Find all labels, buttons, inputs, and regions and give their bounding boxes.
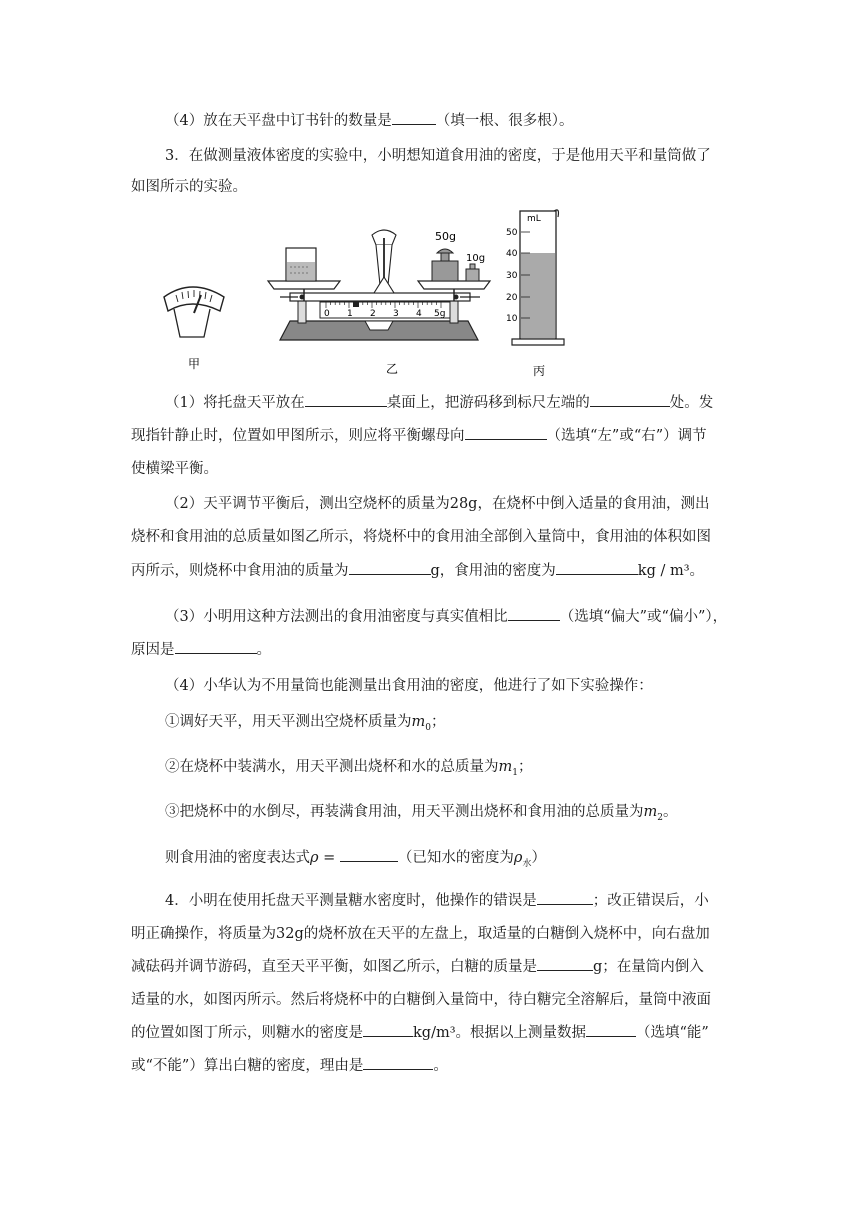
weight-10g-label: 10g <box>466 253 486 264</box>
answer-blank[interactable] <box>537 956 593 971</box>
answer-blank[interactable] <box>305 392 387 407</box>
balance-yi <box>268 230 490 340</box>
q4: 4．小明在使用托盘天平测量糖水密度时，他操作的错误是 ；改正错误后，小 <box>131 886 731 916</box>
cyl-tick-40: 40 <box>506 249 518 259</box>
caption-bing: 丙 <box>533 364 546 378</box>
q3-step3: ③把烧杯中的水倒尽，再装满食用油，用天平测出烧杯和食用油的总质量为$m_2$。 <box>165 804 678 823</box>
caption-jia: 甲 <box>188 357 201 371</box>
answer-blank[interactable] <box>363 1022 413 1037</box>
ruler-tick-3: 3 <box>393 309 399 319</box>
q3-part2-l3: 丙所示，则烧杯中食用油的质量为 g，食用油的密度为 kg / m³。 <box>131 556 731 586</box>
q3-density-expression: 则食用油的密度表达式ρ = （已知水的密度为$\rho_水$） <box>131 843 731 879</box>
weight-50g-label: 50g <box>435 230 456 243</box>
answer-blank[interactable] <box>590 392 670 407</box>
q4-l2: 明正确操作，将质量为32g的烧杯放在天平的左盘上，取适量的白糖倒入烧杯中，向右盘加 <box>131 926 710 942</box>
q4-l5: 的位置如图丁所示，则糖水的密度是 kg/m³。根据以上测量数据 （选填“能” <box>131 1018 731 1048</box>
answer-blank[interactable] <box>537 890 593 905</box>
q3-part3-l2: 原因是 。 <box>131 635 731 665</box>
q4-l4: 适量的水，如图丙所示。然后将烧杯中的白糖倒入量筒中，待白糖完全溶解后，量筒中液面 <box>131 992 711 1008</box>
cyl-tick-50: 50 <box>506 228 518 238</box>
answer-blank[interactable] <box>465 425 547 440</box>
q3-part2: （2）天平调节平衡后，测出空烧杯的质量为28g，在烧杯中倒入适量的食用油，测出 <box>165 496 710 512</box>
ruler-tick-4: 4 <box>416 309 422 319</box>
q3-part2-l2: 烧杯和食用油的总质量如图乙所示，将烧杯中的食用油全部倒入量筒中，食用油的体积如图 <box>131 529 711 545</box>
q3-part4: （4）小华认为不用量筒也能测量出食用油的密度，他进行了如下实验操作： <box>165 678 653 694</box>
cyl-tick-30: 30 <box>506 271 518 281</box>
answer-blank[interactable] <box>340 847 398 862</box>
q3-part1-l2: 现指针静止时，位置如甲图所示，则应将平衡螺母向 （选填“左”或“右”）调节 <box>131 421 731 451</box>
answer-blank[interactable] <box>349 560 431 575</box>
ruler-tick-2: 2 <box>370 309 376 319</box>
cylinder-bing <box>506 210 564 345</box>
caption-yi: 乙 <box>386 362 399 376</box>
balance-figure <box>150 205 600 380</box>
answer-blank[interactable] <box>508 606 560 621</box>
cyl-tick-20: 20 <box>506 293 518 303</box>
cyl-tick-10: 10 <box>506 314 518 324</box>
answer-blank[interactable] <box>392 110 436 125</box>
dial-jia <box>164 287 224 337</box>
q2-part4: （4）放在天平盘中订书针的数量是 （填一根、很多根）。 <box>131 106 731 136</box>
answer-blank[interactable] <box>586 1022 636 1037</box>
q3-part1: （1）将托盘天平放在 桌面上，把游码移到标尺左端的 处。发 <box>131 388 731 418</box>
q3-part1-l3: 使横梁平衡。 <box>131 461 218 477</box>
answer-blank[interactable] <box>175 639 257 654</box>
ruler-tick-5: 5g <box>434 309 446 319</box>
q3-intro: 3．在做测量液体密度的实验中，小明想知道食用油的密度，于是他用天平和量筒做了 <box>165 148 711 164</box>
q3-step1: ①调好天平，用天平测出空烧杯质量为$m_0$； <box>165 714 446 733</box>
answer-blank[interactable] <box>556 560 638 575</box>
ruler-tick-1: 1 <box>347 309 353 319</box>
q4-l3: 减砝码并调节游码，直至天平平衡，如图乙所示，白糖的质量是 g；在量筒内倒入 <box>131 952 731 982</box>
q3-part3: （3）小明用这种方法测出的食用油密度与真实值相比 （选填“偏大”或“偏小”）， <box>131 602 731 632</box>
q3-step2: ②在烧杯中装满水，用天平测出烧杯和水的总质量为$m_1$； <box>165 759 533 778</box>
q3-intro-l2: 如图所示的实验。 <box>131 179 247 195</box>
cylinder-unit: mL <box>527 214 541 224</box>
ruler-tick-0: 0 <box>324 309 330 319</box>
answer-blank[interactable] <box>363 1055 433 1070</box>
q4-l6: 或“不能”）算出白糖的密度，理由是 。 <box>131 1051 731 1081</box>
